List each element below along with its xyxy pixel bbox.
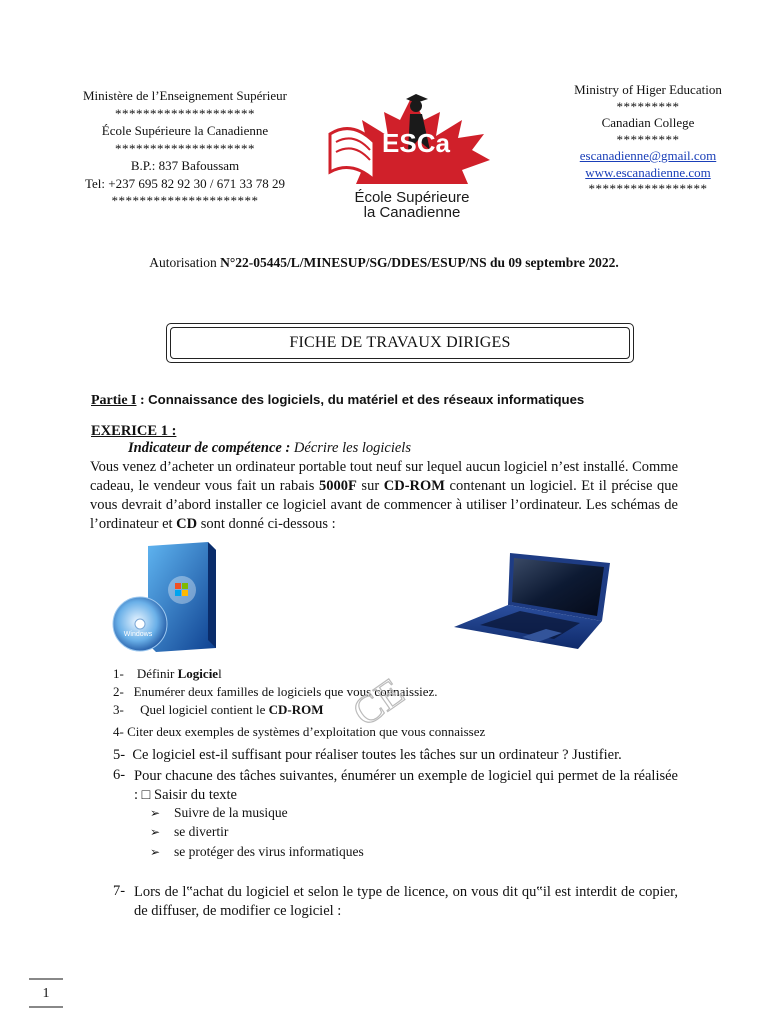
page-number: 1 bbox=[42, 986, 50, 1001]
ministry-fr: Ministère de l’Enseignement Supérieur bbox=[83, 88, 287, 103]
question-bold: Logicie bbox=[177, 666, 219, 681]
question-text: Ce logiciel est-il suffisant pour réaliser toutes les tâches sur un ordinateur ? Justifier. bbox=[132, 747, 622, 763]
separator-stars: ********************* bbox=[111, 193, 259, 208]
header-right-block bbox=[548, 82, 748, 198]
arrow-bullet-icon: ➢ bbox=[150, 845, 161, 859]
paragraph-bold: 5000F bbox=[318, 478, 357, 494]
question-bold: CD-ROM bbox=[268, 702, 324, 717]
watermark-text: CE bbox=[344, 668, 412, 724]
question-4 bbox=[113, 724, 485, 740]
box-badge-text: Windows bbox=[123, 631, 153, 638]
arrow-bullet-icon: ➢ bbox=[150, 806, 161, 820]
header-left-block bbox=[40, 87, 330, 210]
paragraph-bold: CD bbox=[176, 516, 198, 532]
software-box-image bbox=[112, 540, 224, 656]
list-item bbox=[150, 824, 228, 840]
bullet-text: se protéger des virus informatiques bbox=[174, 844, 364, 859]
college-name-en: Canadian College bbox=[601, 115, 695, 130]
bullet-text: se divertir bbox=[174, 824, 229, 839]
question-number: 1- bbox=[113, 666, 124, 681]
question-7-number: 7- bbox=[113, 883, 126, 899]
separator-stars: ********* bbox=[616, 98, 680, 114]
postal-box: B.P.: 837 Bafoussam bbox=[130, 158, 240, 173]
logo-graphic bbox=[312, 90, 512, 222]
question-6-number: 6- bbox=[113, 767, 126, 783]
separator-stars: ***************** bbox=[588, 181, 708, 196]
watermark bbox=[338, 664, 418, 724]
separator-stars: ********* bbox=[616, 131, 680, 147]
separator-stars: ******************** bbox=[115, 140, 255, 156]
telephone: Tel: +237 695 82 92 30 / 671 33 78 29 bbox=[85, 175, 285, 191]
question-1 bbox=[113, 666, 222, 682]
laptop-image bbox=[450, 545, 615, 653]
paragraph-text: sont donné ci-dessous : bbox=[197, 516, 336, 532]
section-label: Partie I bbox=[91, 393, 137, 408]
separator-stars: ******************** bbox=[115, 105, 255, 121]
authorization-number: N°22-05445/L/MINESUP/SG/DDES/ESUP/NS du 09 septembre 2022. bbox=[220, 255, 619, 270]
indicator-text: Décrire les logiciels bbox=[290, 440, 411, 456]
paragraph-text: Vous venez d’acheter un ordinateur portable tout neuf sur lequel aucun logiciel n’est installé. Comme cadeau, le vendeur vous fait un rabais bbox=[90, 459, 679, 494]
page-number-rule bbox=[29, 978, 63, 980]
ministry-en: Ministry of Higer Education bbox=[574, 82, 722, 97]
question-number: 2- bbox=[113, 684, 124, 699]
list-item bbox=[150, 844, 364, 860]
question-6: Pour chacune des tâches suivantes, énumérer un exemple de logiciel qui permet de la réalisée : □ Saisir du texte bbox=[134, 768, 678, 803]
question-text: Enumérer deux familles de logiciels que vous connaissiez. bbox=[133, 684, 438, 699]
exercise-paragraph bbox=[90, 458, 678, 534]
question-text: Définir bbox=[136, 666, 178, 681]
school-logo bbox=[312, 90, 512, 222]
authorization-prefix: Autorisation bbox=[149, 255, 221, 270]
paragraph-text: sur bbox=[356, 478, 384, 494]
question-3 bbox=[113, 702, 324, 718]
competence-indicator bbox=[128, 440, 411, 457]
arrow-bullet-icon: ➢ bbox=[150, 825, 161, 839]
page-title: FICHE DE TRAVAUX DIRIGES bbox=[170, 327, 630, 359]
question-number: 3- bbox=[113, 702, 124, 717]
section-sep: : bbox=[136, 393, 149, 408]
bullet-text: Suivre de la musique bbox=[174, 805, 288, 820]
page-number-rule bbox=[29, 1006, 63, 1008]
logo-letters: ESCa bbox=[382, 128, 450, 158]
section-title: Connaissance des logiciels, du matériel et des réseaux informatiques bbox=[148, 392, 585, 407]
list-item bbox=[150, 805, 288, 821]
exercise-label: EXERICE 1 : bbox=[91, 423, 177, 439]
logo-line2: la Canadienne bbox=[363, 204, 461, 221]
website-link[interactable]: www.escanadienne.com bbox=[585, 164, 711, 180]
question-number: 4- bbox=[113, 724, 124, 739]
indicator-label: Indicateur de compétence : bbox=[128, 440, 291, 456]
logo-line1: École Supérieure bbox=[354, 189, 470, 206]
title-frame bbox=[166, 323, 634, 363]
question-7: Lors de l‟achat du logiciel et selon le type de licence, on vous dit qu‟il est interdit de copier, de diffuser, de modifier ce logiciel : bbox=[134, 884, 678, 919]
question-number: 5- bbox=[113, 747, 126, 763]
school-name-fr: École Supérieure la Canadienne bbox=[101, 123, 269, 138]
paragraph-bold: CD-ROM bbox=[383, 478, 445, 494]
question-text: Quel logiciel contient le bbox=[140, 702, 269, 717]
question-text: l bbox=[218, 666, 222, 681]
question-text: Citer deux exemples de systèmes d’exploitation que vous connaissez bbox=[127, 724, 486, 739]
paragraph-text: contenant un logiciel. Et il précise que vous devrait d’abord installer ce logiciel avant de commencer à utiliser l’ordinateur. Les schémas de l’ordinateur et bbox=[90, 478, 678, 532]
authorization-line bbox=[0, 255, 768, 271]
email-link[interactable]: escanadienne@gmail.com bbox=[579, 148, 717, 163]
section-heading bbox=[91, 392, 584, 409]
question-5 bbox=[113, 747, 622, 764]
